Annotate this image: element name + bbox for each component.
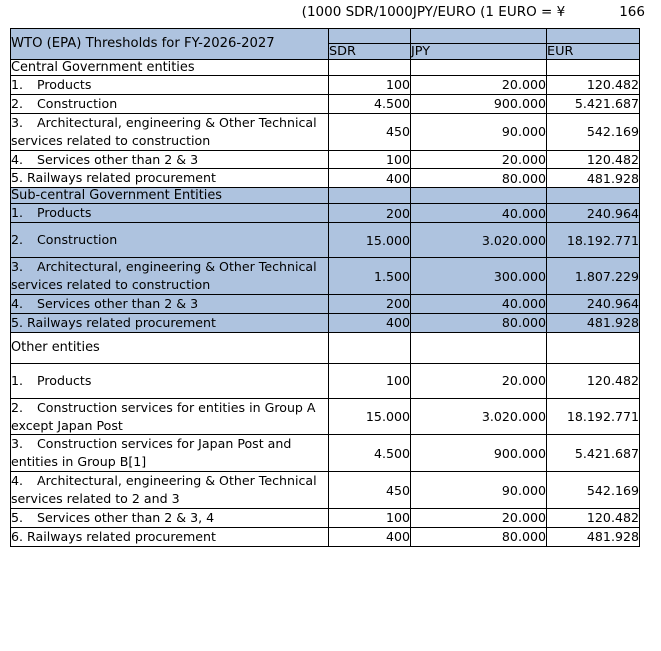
cell-jpy: 80.000 bbox=[411, 313, 547, 332]
row-text: Construction services for Japan Post and entities in Group B[1] bbox=[11, 436, 292, 470]
row-label bbox=[11, 313, 329, 332]
cell-jpy: 20.000 bbox=[411, 76, 547, 95]
row-number: 2. bbox=[11, 232, 24, 248]
cell-eur: 542.169 bbox=[547, 472, 640, 509]
section-heading-other: Other entities bbox=[11, 332, 329, 363]
row-text: Railways related procurement bbox=[27, 528, 216, 544]
header-spacer-jpy bbox=[411, 29, 547, 44]
cell-sdr: 4.500 bbox=[329, 435, 411, 472]
cell-sdr: 400 bbox=[329, 313, 411, 332]
row-label bbox=[11, 223, 329, 258]
cell-sdr: 400 bbox=[329, 527, 411, 546]
table-row bbox=[11, 258, 640, 295]
section-header-row bbox=[11, 188, 640, 204]
table-row bbox=[11, 508, 640, 527]
section-blank-eur bbox=[547, 60, 640, 76]
caption-prefix: (1000 SDR/1000JPY/EURO (1 EURO = bbox=[301, 4, 557, 20]
row-text: Railways related procurement bbox=[27, 170, 216, 186]
cell-jpy: 90.000 bbox=[411, 472, 547, 509]
row-label bbox=[11, 527, 329, 546]
cell-sdr: 15.000 bbox=[329, 223, 411, 258]
table-row bbox=[11, 223, 640, 258]
section-header-row bbox=[11, 60, 640, 76]
row-label bbox=[11, 169, 329, 188]
cell-eur: 120.482 bbox=[547, 363, 640, 398]
cell-sdr: 100 bbox=[329, 150, 411, 169]
cell-jpy: 80.000 bbox=[411, 169, 547, 188]
row-label bbox=[11, 113, 329, 150]
row-label bbox=[11, 204, 329, 223]
cell-eur: 240.964 bbox=[547, 204, 640, 223]
cell-sdr: 15.000 bbox=[329, 398, 411, 435]
row-label bbox=[11, 363, 329, 398]
cell-eur: 481.928 bbox=[547, 527, 640, 546]
row-label bbox=[11, 472, 329, 509]
row-text: Railways related procurement bbox=[27, 314, 216, 330]
header-spacer-eur bbox=[547, 29, 640, 44]
row-number: 3. bbox=[11, 436, 24, 452]
cell-eur: 481.928 bbox=[547, 169, 640, 188]
section-blank-jpy bbox=[411, 60, 547, 76]
section-blank-eur bbox=[547, 332, 640, 363]
cell-jpy: 20.000 bbox=[411, 363, 547, 398]
row-label bbox=[11, 76, 329, 95]
column-header-jpy: JPY bbox=[411, 44, 547, 60]
cell-eur: 5.421.687 bbox=[547, 94, 640, 113]
row-number: 5. bbox=[11, 314, 24, 330]
cell-sdr: 450 bbox=[329, 113, 411, 150]
cell-jpy: 900.000 bbox=[411, 94, 547, 113]
row-label bbox=[11, 508, 329, 527]
table-row bbox=[11, 398, 640, 435]
cell-jpy: 40.000 bbox=[411, 294, 547, 313]
cell-jpy: 900.000 bbox=[411, 435, 547, 472]
cell-sdr: 1.500 bbox=[329, 258, 411, 295]
section-blank-sdr bbox=[329, 332, 411, 363]
row-text: Products bbox=[37, 372, 92, 388]
section-header-row bbox=[11, 332, 640, 363]
row-text: Services other than 2 & 3 bbox=[37, 295, 199, 311]
table-row bbox=[11, 313, 640, 332]
row-text: Services other than 2 & 3 bbox=[37, 151, 199, 167]
cell-sdr: 200 bbox=[329, 294, 411, 313]
row-label bbox=[11, 150, 329, 169]
cell-eur: 120.482 bbox=[547, 508, 640, 527]
row-text: Construction services for entities in Group A except Japan Post bbox=[11, 399, 316, 433]
row-number: 2. bbox=[11, 95, 24, 111]
row-number: 4. bbox=[11, 151, 24, 167]
cell-jpy: 3.020.000 bbox=[411, 223, 547, 258]
cell-jpy: 300.000 bbox=[411, 258, 547, 295]
row-text: Architectural, engineering & Other Technical services related to 2 and 3 bbox=[11, 473, 317, 506]
row-number: 3. bbox=[11, 259, 24, 275]
row-number: 5. bbox=[11, 170, 24, 186]
cell-sdr: 100 bbox=[329, 508, 411, 527]
section-blank-sdr bbox=[329, 188, 411, 204]
cell-eur: 240.964 bbox=[547, 294, 640, 313]
row-number: 4. bbox=[11, 473, 24, 489]
row-number: 1. bbox=[11, 372, 24, 388]
row-number: 6. bbox=[11, 528, 24, 544]
exchange-rate-caption bbox=[0, 1, 645, 23]
cell-eur: 481.928 bbox=[547, 313, 640, 332]
cell-sdr: 100 bbox=[329, 363, 411, 398]
section-blank-sdr bbox=[329, 60, 411, 76]
row-text: Architectural, engineering & Other Technical services related to construction bbox=[11, 259, 317, 292]
cell-jpy: 20.000 bbox=[411, 508, 547, 527]
section-heading-central: Central Government entities bbox=[11, 60, 329, 76]
cell-jpy: 40.000 bbox=[411, 204, 547, 223]
row-number: 1. bbox=[11, 205, 24, 221]
row-label bbox=[11, 94, 329, 113]
row-number: 3. bbox=[11, 114, 24, 130]
table-row bbox=[11, 94, 640, 113]
cell-jpy: 80.000 bbox=[411, 527, 547, 546]
table-row bbox=[11, 363, 640, 398]
table-row bbox=[11, 150, 640, 169]
section-blank-jpy bbox=[411, 332, 547, 363]
table-row bbox=[11, 294, 640, 313]
row-number: 1. bbox=[11, 77, 24, 92]
section-blank-jpy bbox=[411, 188, 547, 204]
section-heading-subcentral: Sub-central Government Entities bbox=[11, 188, 329, 204]
row-text: Products bbox=[37, 77, 92, 92]
cell-eur: 5.421.687 bbox=[547, 435, 640, 472]
section-blank-eur bbox=[547, 188, 640, 204]
row-number: 2. bbox=[11, 399, 24, 415]
table-body bbox=[11, 29, 640, 547]
column-header-sdr: SDR bbox=[329, 44, 411, 60]
cell-eur: 1.807.229 bbox=[547, 258, 640, 295]
row-text: Construction bbox=[37, 95, 118, 111]
cell-sdr: 4.500 bbox=[329, 94, 411, 113]
row-label bbox=[11, 294, 329, 313]
cell-sdr: 100 bbox=[329, 76, 411, 95]
row-text: Products bbox=[37, 205, 92, 221]
header-row-top bbox=[11, 29, 640, 44]
cell-eur: 120.482 bbox=[547, 150, 640, 169]
table-row bbox=[11, 169, 640, 188]
row-text: Construction bbox=[37, 232, 118, 248]
cell-jpy: 3.020.000 bbox=[411, 398, 547, 435]
row-number: 5. bbox=[11, 509, 24, 525]
cell-sdr: 200 bbox=[329, 204, 411, 223]
table-row bbox=[11, 204, 640, 223]
cell-eur: 542.169 bbox=[547, 113, 640, 150]
table-title-cell: WTO (EPA) Thresholds for FY-2026-2027 bbox=[11, 29, 329, 60]
table-row bbox=[11, 527, 640, 546]
header-spacer-sdr bbox=[329, 29, 411, 44]
row-text: Architectural, engineering & Other Technical services related to construction bbox=[11, 114, 317, 148]
cell-sdr: 450 bbox=[329, 472, 411, 509]
row-number: 4. bbox=[11, 295, 24, 311]
yen-symbol: ¥ bbox=[556, 4, 566, 20]
row-label bbox=[11, 435, 329, 472]
caption-rate: 166 bbox=[619, 4, 645, 20]
row-label bbox=[11, 258, 329, 295]
cell-sdr: 400 bbox=[329, 169, 411, 188]
row-text: Services other than 2 & 3, 4 bbox=[37, 509, 215, 525]
cell-eur: 18.192.771 bbox=[547, 223, 640, 258]
thresholds-table bbox=[10, 28, 640, 547]
table-row bbox=[11, 435, 640, 472]
cell-eur: 18.192.771 bbox=[547, 398, 640, 435]
cell-jpy: 90.000 bbox=[411, 113, 547, 150]
row-label bbox=[11, 398, 329, 435]
cell-eur: 120.482 bbox=[547, 76, 640, 95]
column-header-eur: EUR bbox=[547, 44, 640, 60]
cell-jpy: 20.000 bbox=[411, 150, 547, 169]
table-row bbox=[11, 76, 640, 95]
table-row bbox=[11, 472, 640, 509]
table-row bbox=[11, 113, 640, 150]
